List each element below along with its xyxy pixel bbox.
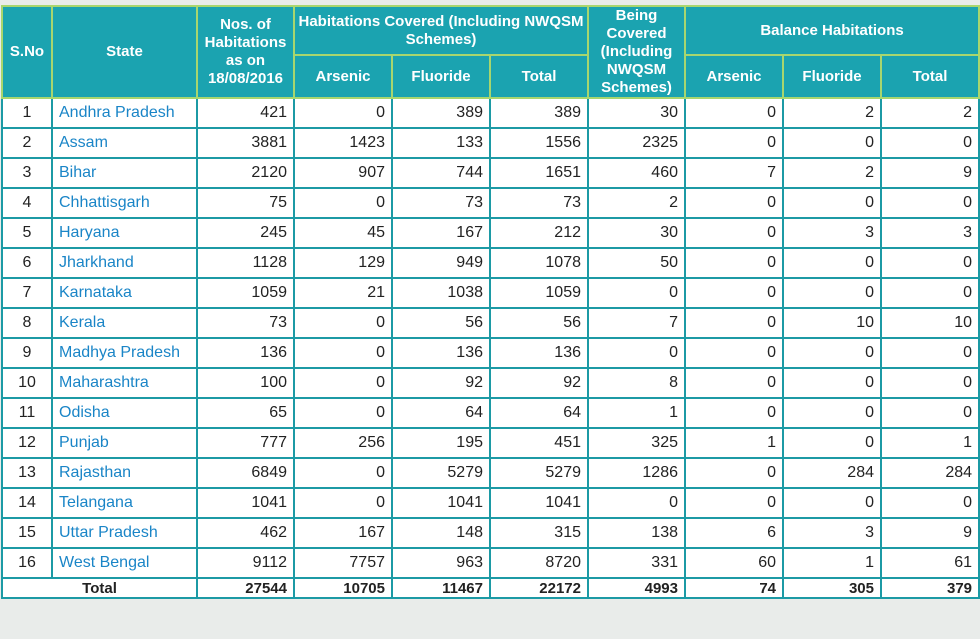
cell-balance-arsenic: 0 [685,338,783,368]
total-covered-fluoride: 11467 [392,578,490,598]
cell-balance-fluoride: 0 [783,338,881,368]
cell-balance-total: 61 [881,548,979,578]
cell-habitations: 136 [197,338,294,368]
cell-covered-fluoride: 148 [392,518,490,548]
cell-balance-arsenic: 6 [685,518,783,548]
cell-covered-arsenic: 0 [294,488,392,518]
cell-balance-fluoride: 284 [783,458,881,488]
cell-balance-total: 0 [881,128,979,158]
cell-habitations: 2120 [197,158,294,188]
cell-balance-total: 0 [881,368,979,398]
total-balance-total: 379 [881,578,979,598]
cell-covered-fluoride: 167 [392,218,490,248]
cell-balance-arsenic: 0 [685,248,783,278]
cell-habitations: 65 [197,398,294,428]
cell-balance-fluoride: 3 [783,518,881,548]
total-being-covered: 4993 [588,578,685,598]
cell-state-link[interactable]: Chhattisgarh [52,188,197,218]
cell-covered-arsenic: 167 [294,518,392,548]
total-balance-arsenic: 74 [685,578,783,598]
cell-sno: 16 [2,548,52,578]
cell-covered-total: 1059 [490,278,588,308]
cell-covered-arsenic: 0 [294,308,392,338]
habitations-table [1,5,980,599]
cell-balance-arsenic: 0 [685,308,783,338]
cell-being-covered: 331 [588,548,685,578]
cell-being-covered: 2 [588,188,685,218]
total-label: Total [2,578,197,598]
cell-being-covered: 1286 [588,458,685,488]
header-row-top [2,6,979,55]
cell-covered-arsenic: 907 [294,158,392,188]
cell-state-link[interactable]: Kerala [52,308,197,338]
header-being-covered: Being Covered (Including NWQSM Schemes) [588,6,685,98]
cell-being-covered: 50 [588,248,685,278]
cell-balance-fluoride: 0 [783,188,881,218]
cell-covered-fluoride: 1038 [392,278,490,308]
table-row [2,278,979,308]
cell-balance-fluoride: 0 [783,128,881,158]
cell-covered-total: 212 [490,218,588,248]
cell-covered-total: 1556 [490,128,588,158]
cell-sno: 8 [2,308,52,338]
cell-habitations: 73 [197,308,294,338]
cell-sno: 1 [2,98,52,128]
cell-state-link[interactable]: Andhra Pradesh [52,98,197,128]
table-row [2,188,979,218]
cell-being-covered: 0 [588,338,685,368]
cell-sno: 4 [2,188,52,218]
total-covered-total: 22172 [490,578,588,598]
total-balance-fluoride: 305 [783,578,881,598]
cell-balance-arsenic: 0 [685,278,783,308]
total-covered-arsenic: 10705 [294,578,392,598]
cell-covered-fluoride: 744 [392,158,490,188]
cell-covered-fluoride: 133 [392,128,490,158]
cell-covered-fluoride: 73 [392,188,490,218]
cell-covered-total: 1041 [490,488,588,518]
cell-habitations: 9112 [197,548,294,578]
cell-state-link[interactable]: Assam [52,128,197,158]
cell-covered-fluoride: 136 [392,338,490,368]
cell-state-link[interactable]: Uttar Pradesh [52,518,197,548]
cell-covered-total: 8720 [490,548,588,578]
cell-covered-arsenic: 0 [294,458,392,488]
cell-balance-fluoride: 1 [783,548,881,578]
cell-being-covered: 0 [588,278,685,308]
cell-covered-arsenic: 0 [294,188,392,218]
cell-state-link[interactable]: West Bengal [52,548,197,578]
cell-covered-fluoride: 64 [392,398,490,428]
cell-balance-arsenic: 0 [685,458,783,488]
header-covered-arsenic: Arsenic [294,55,392,98]
cell-balance-total: 10 [881,308,979,338]
header-balance-group: Balance Habitations [685,6,979,55]
cell-habitations: 777 [197,428,294,458]
table-row [2,368,979,398]
cell-sno: 13 [2,458,52,488]
cell-sno: 12 [2,428,52,458]
cell-sno: 14 [2,488,52,518]
cell-sno: 3 [2,158,52,188]
header-habitations: Nos. of Habitations as on 18/08/2016 [197,6,294,98]
cell-habitations: 462 [197,518,294,548]
cell-state-link[interactable]: Rajasthan [52,458,197,488]
cell-state-link[interactable]: Punjab [52,428,197,458]
cell-balance-total: 9 [881,158,979,188]
cell-state-link[interactable]: Odisha [52,398,197,428]
cell-state-link[interactable]: Madhya Pradesh [52,338,197,368]
cell-covered-arsenic: 0 [294,98,392,128]
table-row [2,248,979,278]
header-covered-group: Habitations Covered (Including NWQSM Schemes) [294,6,588,55]
cell-covered-total: 5279 [490,458,588,488]
cell-being-covered: 460 [588,158,685,188]
cell-covered-fluoride: 195 [392,428,490,458]
table-row [2,338,979,368]
cell-being-covered: 2325 [588,128,685,158]
cell-covered-arsenic: 45 [294,218,392,248]
cell-balance-fluoride: 10 [783,308,881,338]
header-covered-total: Total [490,55,588,98]
cell-balance-total: 0 [881,188,979,218]
cell-covered-fluoride: 5279 [392,458,490,488]
cell-balance-arsenic: 1 [685,428,783,458]
cell-covered-total: 73 [490,188,588,218]
total-row [2,578,979,598]
cell-balance-arsenic: 0 [685,218,783,248]
table-row [2,308,979,338]
cell-covered-total: 451 [490,428,588,458]
cell-sno: 7 [2,278,52,308]
table-row [2,458,979,488]
cell-state-link[interactable]: Maharashtra [52,368,197,398]
cell-covered-arsenic: 129 [294,248,392,278]
cell-balance-arsenic: 60 [685,548,783,578]
table-row [2,218,979,248]
total-habitations: 27544 [197,578,294,598]
cell-sno: 6 [2,248,52,278]
cell-covered-arsenic: 21 [294,278,392,308]
cell-balance-total: 1 [881,428,979,458]
header-covered-fluoride: Fluoride [392,55,490,98]
cell-habitations: 100 [197,368,294,398]
table-row [2,98,979,128]
cell-covered-fluoride: 963 [392,548,490,578]
cell-being-covered: 30 [588,98,685,128]
cell-habitations: 1128 [197,248,294,278]
cell-balance-fluoride: 2 [783,98,881,128]
header-balance-fluoride: Fluoride [783,55,881,98]
cell-covered-total: 136 [490,338,588,368]
table-row [2,398,979,428]
cell-state-link[interactable]: Karnataka [52,278,197,308]
cell-covered-total: 64 [490,398,588,428]
cell-habitations: 6849 [197,458,294,488]
cell-habitations: 421 [197,98,294,128]
cell-being-covered: 138 [588,518,685,548]
cell-covered-fluoride: 92 [392,368,490,398]
cell-balance-fluoride: 3 [783,218,881,248]
table-row [2,158,979,188]
cell-covered-total: 389 [490,98,588,128]
cell-covered-fluoride: 389 [392,98,490,128]
cell-sno: 15 [2,518,52,548]
cell-covered-arsenic: 0 [294,338,392,368]
cell-balance-total: 0 [881,338,979,368]
cell-covered-total: 1651 [490,158,588,188]
cell-covered-arsenic: 1423 [294,128,392,158]
cell-balance-total: 9 [881,518,979,548]
cell-covered-fluoride: 1041 [392,488,490,518]
cell-balance-arsenic: 0 [685,368,783,398]
cell-balance-arsenic: 0 [685,128,783,158]
cell-balance-total: 2 [881,98,979,128]
cell-balance-total: 3 [881,218,979,248]
cell-covered-total: 92 [490,368,588,398]
header-state: State [52,6,197,98]
cell-balance-fluoride: 0 [783,248,881,278]
table-row [2,488,979,518]
cell-sno: 5 [2,218,52,248]
cell-being-covered: 0 [588,488,685,518]
cell-habitations: 3881 [197,128,294,158]
cell-covered-arsenic: 256 [294,428,392,458]
cell-covered-fluoride: 949 [392,248,490,278]
cell-balance-total: 0 [881,278,979,308]
table-row [2,518,979,548]
cell-being-covered: 7 [588,308,685,338]
cell-covered-arsenic: 7757 [294,548,392,578]
cell-state-link[interactable]: Haryana [52,218,197,248]
cell-habitations: 1041 [197,488,294,518]
cell-balance-fluoride: 0 [783,278,881,308]
cell-covered-total: 1078 [490,248,588,278]
cell-covered-total: 315 [490,518,588,548]
cell-sno: 10 [2,368,52,398]
cell-balance-total: 0 [881,488,979,518]
cell-balance-arsenic: 0 [685,188,783,218]
cell-balance-total: 0 [881,248,979,278]
cell-balance-fluoride: 2 [783,158,881,188]
table-row [2,428,979,458]
cell-being-covered: 8 [588,368,685,398]
cell-sno: 9 [2,338,52,368]
cell-covered-arsenic: 0 [294,368,392,398]
table-row [2,548,979,578]
header-sno: S.No [2,6,52,98]
cell-balance-fluoride: 0 [783,368,881,398]
cell-habitations: 1059 [197,278,294,308]
cell-sno: 11 [2,398,52,428]
cell-habitations: 245 [197,218,294,248]
cell-being-covered: 1 [588,398,685,428]
cell-balance-fluoride: 0 [783,428,881,458]
cell-balance-fluoride: 0 [783,488,881,518]
cell-habitations: 75 [197,188,294,218]
cell-state-link[interactable]: Bihar [52,158,197,188]
cell-covered-total: 56 [490,308,588,338]
cell-being-covered: 30 [588,218,685,248]
cell-covered-arsenic: 0 [294,398,392,428]
table-row [2,128,979,158]
cell-balance-arsenic: 0 [685,398,783,428]
cell-balance-arsenic: 7 [685,158,783,188]
cell-state-link[interactable]: Telangana [52,488,197,518]
cell-balance-arsenic: 0 [685,98,783,128]
header-balance-arsenic: Arsenic [685,55,783,98]
cell-covered-fluoride: 56 [392,308,490,338]
cell-balance-total: 284 [881,458,979,488]
cell-balance-fluoride: 0 [783,398,881,428]
cell-balance-arsenic: 0 [685,488,783,518]
cell-balance-total: 0 [881,398,979,428]
cell-being-covered: 325 [588,428,685,458]
cell-state-link[interactable]: Jharkhand [52,248,197,278]
header-balance-total: Total [881,55,979,98]
cell-sno: 2 [2,128,52,158]
